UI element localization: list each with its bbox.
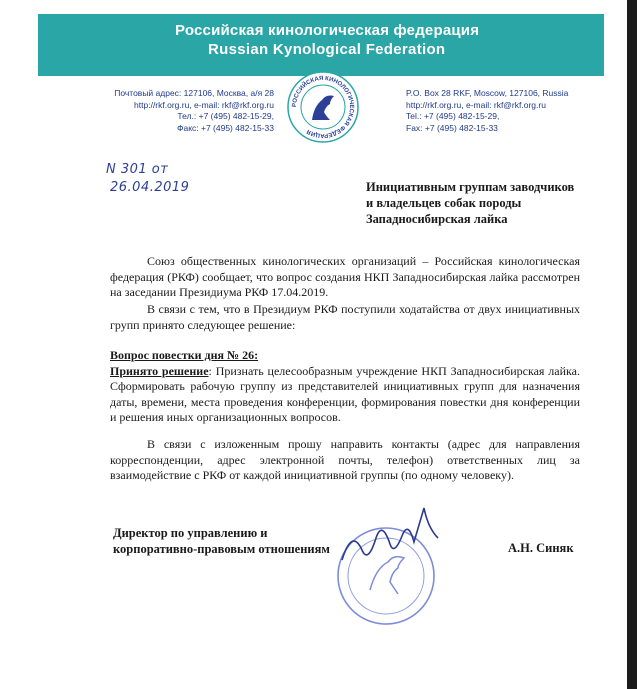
agenda-question: Вопрос повестки дня № 26: [110,348,259,362]
decision-label: Принято решение [110,363,209,378]
position-line: корпоративно-правовым отношениям [113,542,330,556]
letterhead-title-en: Russian Kynological Federation [208,41,446,58]
contact-line: Fax: +7 (495) 482-15-33 [406,122,498,133]
contact-block-en [406,88,568,134]
contact-line: Tel.: +7 (495) 482-15-29, [406,111,500,121]
addressee-line: и владельцев собак породы [366,196,522,210]
handwritten-number: N 301 от [106,162,169,177]
signatory-name: А.Н. Синяк [508,541,574,555]
decision-paragraph [110,348,580,426]
letterhead-title-ru: Российская кинологическая федерация [175,22,480,39]
organization-stamp-icon [328,498,448,628]
contact-block-ru [84,88,274,134]
position-line: Директор по управлению и [113,526,268,540]
contact-line: P.O. Box 28 RKF, Moscow, 127106, Russia [406,88,569,98]
contact-line: http://rkf.org.ru, e-mail: rkf@rkf.org.ru [406,99,546,110]
signatory-position [113,525,330,557]
rkf-logo-icon [286,70,360,144]
logo-ring-text: РОССИЙСКАЯ КИНОЛОГИЧЕСКАЯ ФЕДЕРАЦИЯ [291,75,355,139]
addressee-line: Инициативным группам заводчиков [366,180,575,194]
contact-line: Почтовый адрес: 127106, Москва, а/я 28 [114,88,274,98]
contact-line: Тел.: +7 (495) 482-15-29, [177,111,274,121]
contact-line: http://rkf.org.ru, e-mail: rkf@rkf.org.ru [134,99,274,110]
body-paragraph-1: Союз общественных кинологических организаций – Российская кинологическая федерация (РКФ) сообщает, что вопрос создания НКП Западносибирская лайка рассмотрен на заседании Президиума РКФ 17.04.2019. [110,254,580,299]
addressee-line: Западносибирская лайка [366,212,508,226]
body-paragraph-4: В связи с изложенным прошу направить контакты (адрес для направления корреспонденции, адрес электронной почты, телефон) ответственных лиц за взаимодействие с РКФ от каждой инициативной группы (по одному человеку). [110,437,580,482]
handwritten-date: 26.04.2019 [110,180,190,195]
decision-text: : Признать целесообразным учреждение НКП Западносибирская лайка. Сформировать рабочую группу из представителей инициативных групп для назначения даты, времени, места проведения конференции, формирования повестки дня конференции и решения иных организационных вопросов. [110,363,580,424]
contact-line: Факс: +7 (495) 482-15-33 [177,122,274,133]
body-paragraph-2: В связи с тем, что в Президиум РКФ поступили ходатайства от двух инициативных групп принято следующее решение: [110,302,580,332]
addressee-block [366,179,574,227]
